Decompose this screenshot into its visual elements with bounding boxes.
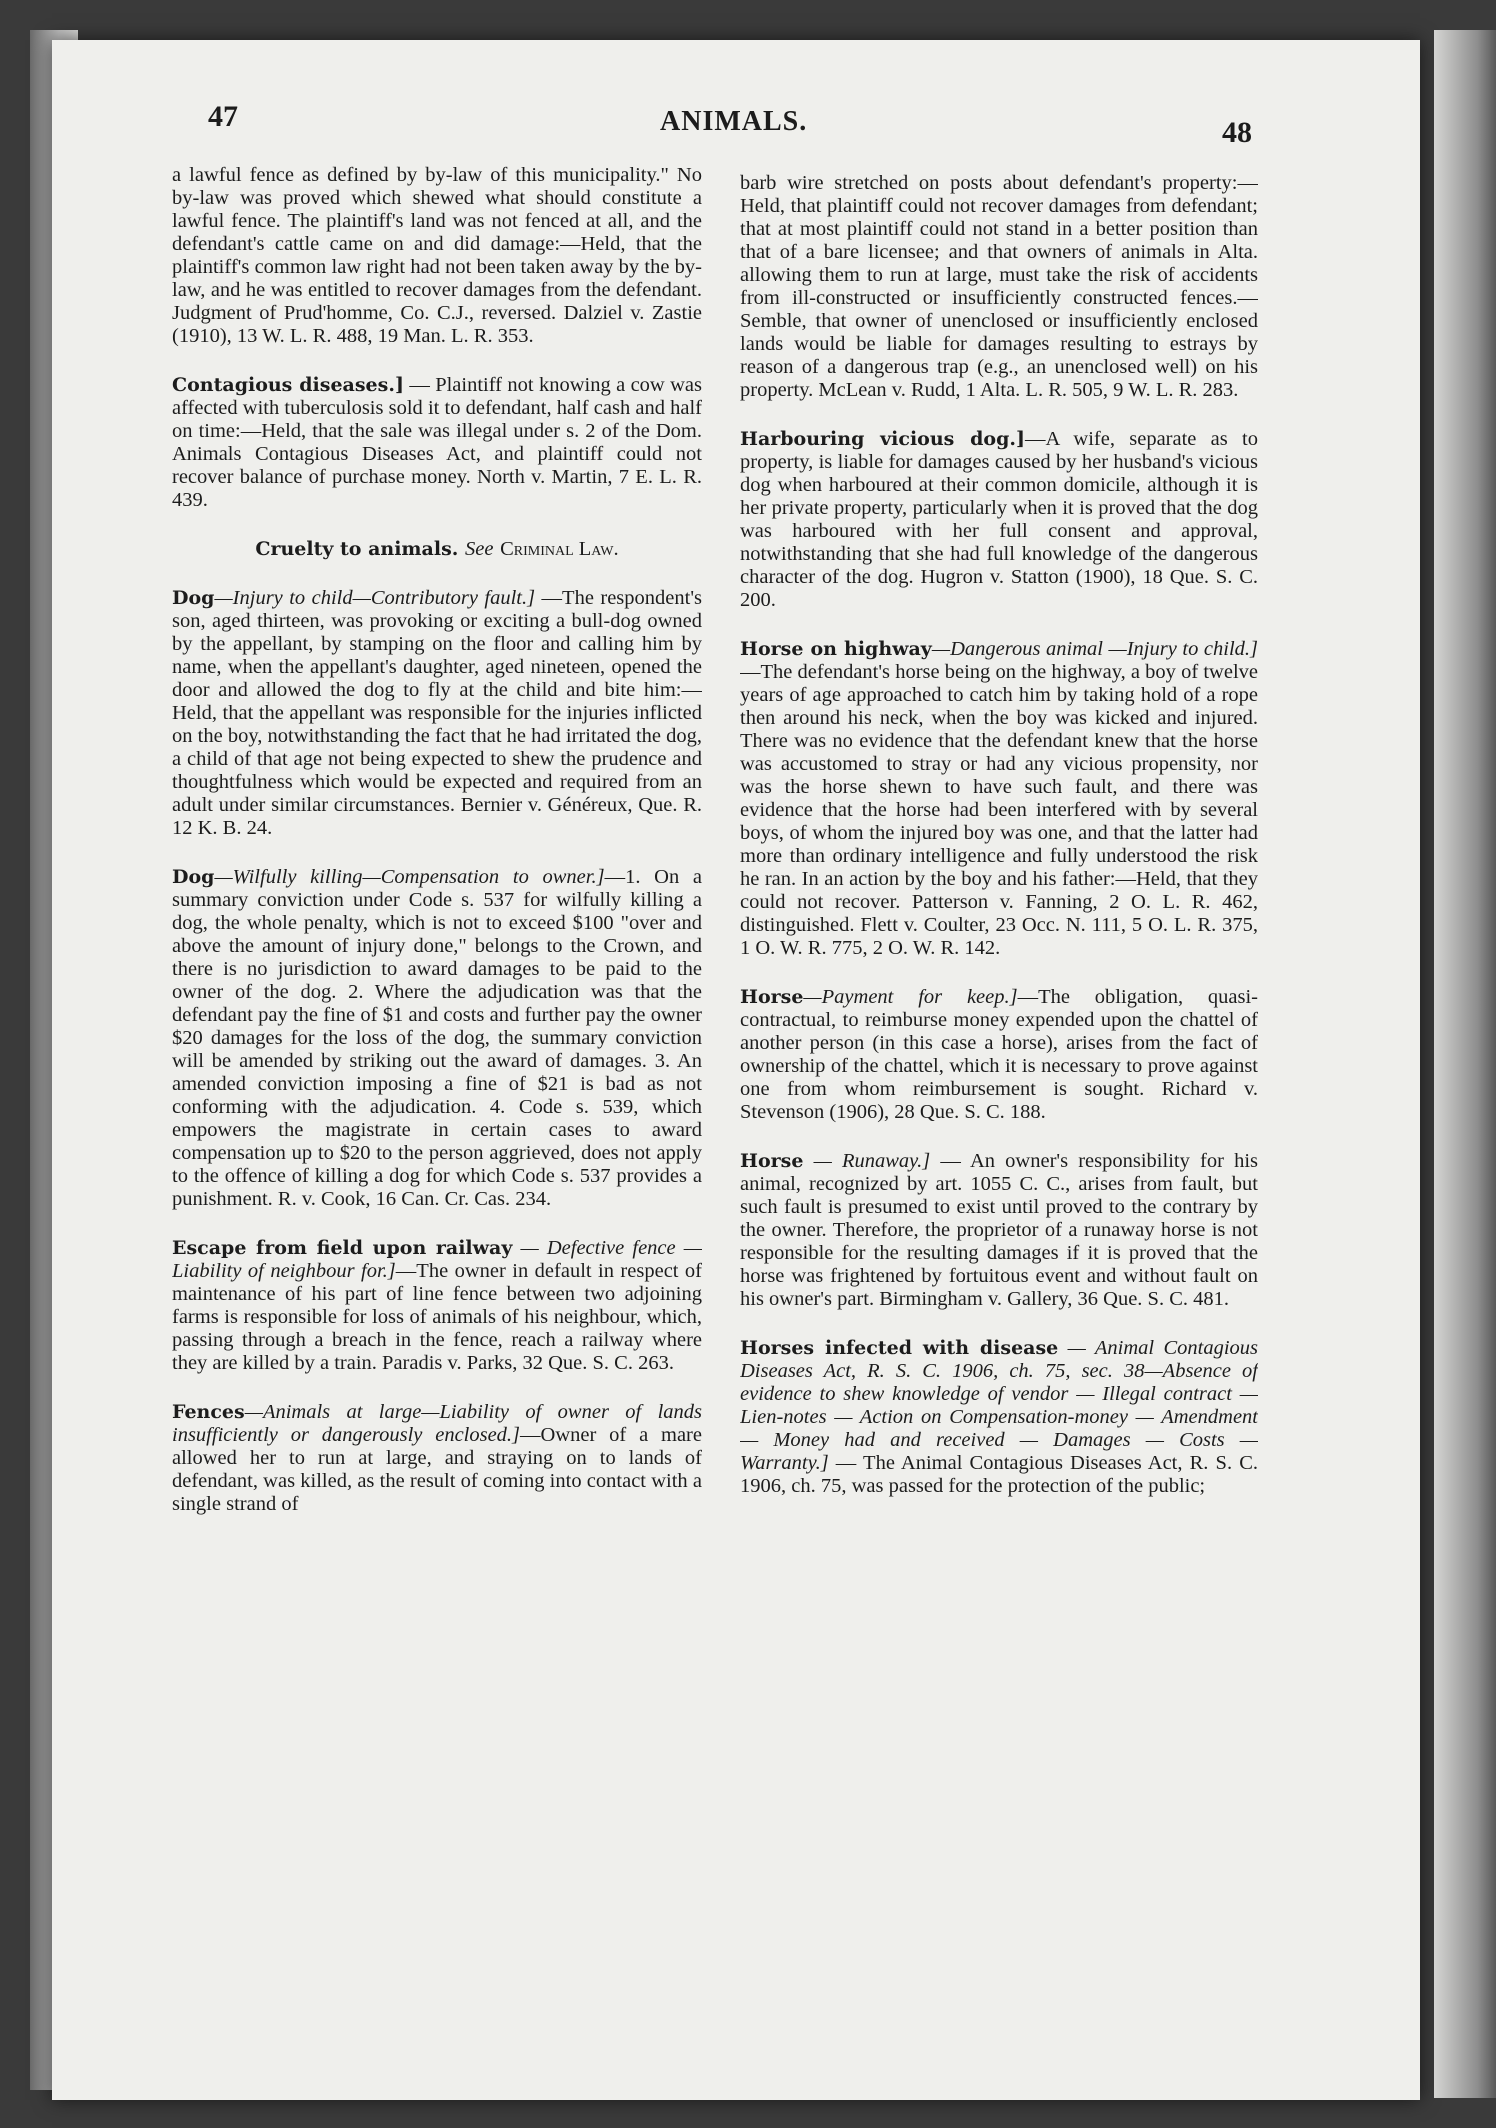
entry-subheading: —Injury to child—Contributory fault.]	[214, 587, 536, 609]
entry-heading: Dog	[172, 866, 215, 888]
entry-heading: Escape from field upon railway	[172, 1237, 513, 1259]
entry-paragraph	[172, 1237, 702, 1375]
entry-paragraph	[740, 428, 1258, 612]
entry-paragraph	[172, 1401, 702, 1516]
entry-body: —The respondent's son, aged thirteen, was provoking or exciting a bull-dog owned by the appellant, by stamping on the floor and calling him by name, when the appellant's daughter, aged nineteen, opened the door and allowed the dog to fly at the child and bite him:—Held, that the appellant was responsible for the injuries inflicted on the boy, notwithstanding the fact that he had irritated the dog, a child of that age not being expected to shew the prudence and thoughtfulness which would be expected and required from an adult under similar circumstances. Bernier v. Généreux, Que. R. 12 K. B. 24.	[172, 587, 702, 839]
entry-paragraph	[740, 1337, 1258, 1498]
entry-subheading: —Animals at large—Liability of owner of lands insufficiently or dangerously enclosed.]	[172, 1401, 702, 1446]
entry-paragraph	[740, 1150, 1258, 1311]
entry-body: — Plaintiff not knowing a cow was affected with tuberculosis sold it to defendant, half cash and half on time:—Held, that the sale was illegal under s. 2 of the Dom. Animals Contagious Diseases Act, and plaintiff could not recover balance of purchase money. North v. Martin, 7 E. L. R. 439.	[172, 374, 702, 511]
page-edge	[1434, 30, 1496, 2098]
entry-body: —1. On a summary conviction under Code s. 537 for wilfully killing a dog, the whole penalty, which is not to exceed $100 "over and above the amount of injury done," belongs to the Crown, and there is no jurisdiction to award damages to be paid to the owner of the dog. 2. Where the adjudication was that the defendant pay the fine of $1 and costs and further pay the owner $20 damages for the loss of the dog, the summary conviction will be amended by striking out the award of damages. 3. An amended conviction imposing a fine of $21 is bad as not conforming with the adjudication. 4. Code s. 539, which empowers the magistrate in certain cases to award compensation up to $20 to the person aggrieved, does not apply to the offence of killing a dog for which Code s. 537 provides a punishment. R. v. Cook, 16 Can. Cr. Cas. 234.	[172, 866, 702, 1210]
entry-subheading: —Wilfully killing—Compensation to owner.]	[214, 866, 605, 888]
entry-paragraph	[740, 172, 1258, 402]
entry-body: a lawful fence as defined by by-law of this municipality." No by-law was proved which shewed what should constitute a lawful fence. The plaintiff's land was not fenced at all, and the defendant's cattle came on and did damage:—Held, that the plaintiff's common law right had not been taken away by the by-law, and he was entitled to recover damages from the defendant. Judgment of Prud'homme, Co. C.J., reversed. Dalziel v. Zastie (1910), 13 W. L. R. 488, 19 Man. L. R. 353.	[172, 164, 702, 347]
left-column	[172, 164, 702, 1964]
entry-body: —A wife, separate as to property, is liable for damages caused by her husband's vicious dog when harboured at their common domicile, although it is her private property, particularly when it is proved that the dog was harboured with her full consent and approval, notwithstanding that she had full knowledge of the dangerous character of the dog. Hugron v. Statton (1900), 18 Que. S. C. 200.	[740, 428, 1258, 611]
entry-heading: Horse on highway	[740, 638, 932, 660]
entry-body: — An owner's responsibility for his animal, recognized by art. 1055 C. C., arises from fault, but such fault is presumed to exist until proved to the contrary by the owner. Therefore, the proprietor of a runaway horse is not responsible for the resulting damages if it is proved that the horse was frightened by fortuitous event and without fault on his owner's part. Birmingham v. Gallery, 36 Que. S. C. 481.	[740, 1150, 1258, 1310]
entry-subheading: — Runaway.]	[803, 1150, 931, 1172]
entry-subheading: — Defective fence — Liability of neighbour for.]	[172, 1237, 702, 1282]
entry-body: — The Animal Contagious Diseases Act, R. S. C. 1906, ch. 75, was passed for the protection of the public;	[740, 1452, 1258, 1497]
entry-paragraph	[740, 638, 1258, 960]
entry-heading: Horse	[740, 986, 804, 1008]
running-title: ANIMALS.	[660, 106, 808, 137]
entry-body: —The obligation, quasi-contractual, to reimburse money expended upon the chattel of another person (in this case a horse), arises from the fact of ownership of the chattel, which it is necessary to prove against one from whom reimbursement is sought. Richard v. Stevenson (1906), 28 Que. S. C. 188.	[740, 986, 1258, 1123]
entry-paragraph	[740, 986, 1258, 1124]
right-column	[740, 172, 1258, 1972]
entry-body: —The defendant's horse being on the highway, a boy of twelve years of age approached to catch him by taking hold of a rope then around his neck, when the boy was kicked and injured. There was no evidence that the defendant knew that the horse was accustomed to stray or had any vicious propensity, nor was the horse shewn to have such fault, and there was evidence that the horse had been interfered with by several boys, of whom the injured boy was one, and that the latter had more than ordinary intelligence and fully understood the risk he ran. In an action by the boy and his father:—Held, that they could not recover. Patterson v. Fanning, 2 O. L. R. 462, distinguished. Flett v. Coulter, 23 Occ. N. 111, 5 O. L. R. 375, 1 O. W. R. 775, 2 O. W. R. 142.	[740, 661, 1258, 959]
cross-reference: Criminal Law.	[500, 538, 619, 560]
entry-paragraph	[172, 866, 702, 1211]
entry-heading: Horses infected with disease	[740, 1337, 1059, 1359]
entry-body: barb wire stretched on posts about defendant's property:—Held, that plaintiff could not recover damages from defendant; that at most plaintiff could not stand in a better position than that of a bare licensee; and that owners of animals in Alta. allowing them to run at large, must take the risk of accidents from ill-constructed or insufficiently constructed fences.—Semble, that owner of unenclosed or insufficiently enclosed lands would be liable for damages resulting to estrays by reason of a dangerous trap (e.g., an unenclosed well) on his property. McLean v. Rudd, 1 Alta. L. R. 505, 9 W. L. R. 283.	[740, 172, 1258, 401]
entry-body: —Owner of a mare allowed her to run at large, and straying on to lands of defendant, was killed, as the result of coming into contact with a single strand of	[172, 1424, 702, 1515]
entry-subheading: —Dangerous animal —Injury to child.]	[931, 638, 1258, 660]
see-label: See	[465, 538, 494, 560]
entry-paragraph	[172, 164, 702, 348]
entry-subheading: —Payment for keep.]	[803, 986, 1018, 1008]
entry-heading: Contagious diseases.]	[172, 374, 404, 396]
entry-paragraph	[172, 587, 702, 840]
entry-paragraph	[172, 374, 702, 512]
entry-body: —The owner in default in respect of maintenance of his part of line fence between two adjoining farms is responsible for loss of animals of his neighbour, which, passing through a breach in the fence, reach a railway where they are killed by a train. Paradis v. Parks, 32 Que. S. C. 263.	[172, 1260, 702, 1374]
entry-heading: Dog	[172, 587, 215, 609]
entry-heading: Horse	[740, 1150, 804, 1172]
entry-heading: Fences	[172, 1401, 245, 1423]
right-page-number: 48	[1222, 116, 1252, 149]
entry-subheading: — Animal Contagious Diseases Act, R. S. C. 1906, ch. 75, sec. 38—Absence of evidence to shew knowledge of vendor — Illegal contract — Lien-notes — Action on Compensation-money — Amendment — Money had and received — Damages — Costs — Warranty.]	[740, 1337, 1258, 1474]
section-heading-title: Cruelty to animals.	[255, 538, 459, 560]
left-page-number: 47	[208, 100, 238, 133]
section-heading	[172, 538, 702, 561]
entry-heading: Harbouring vicious dog.]	[740, 428, 1025, 450]
